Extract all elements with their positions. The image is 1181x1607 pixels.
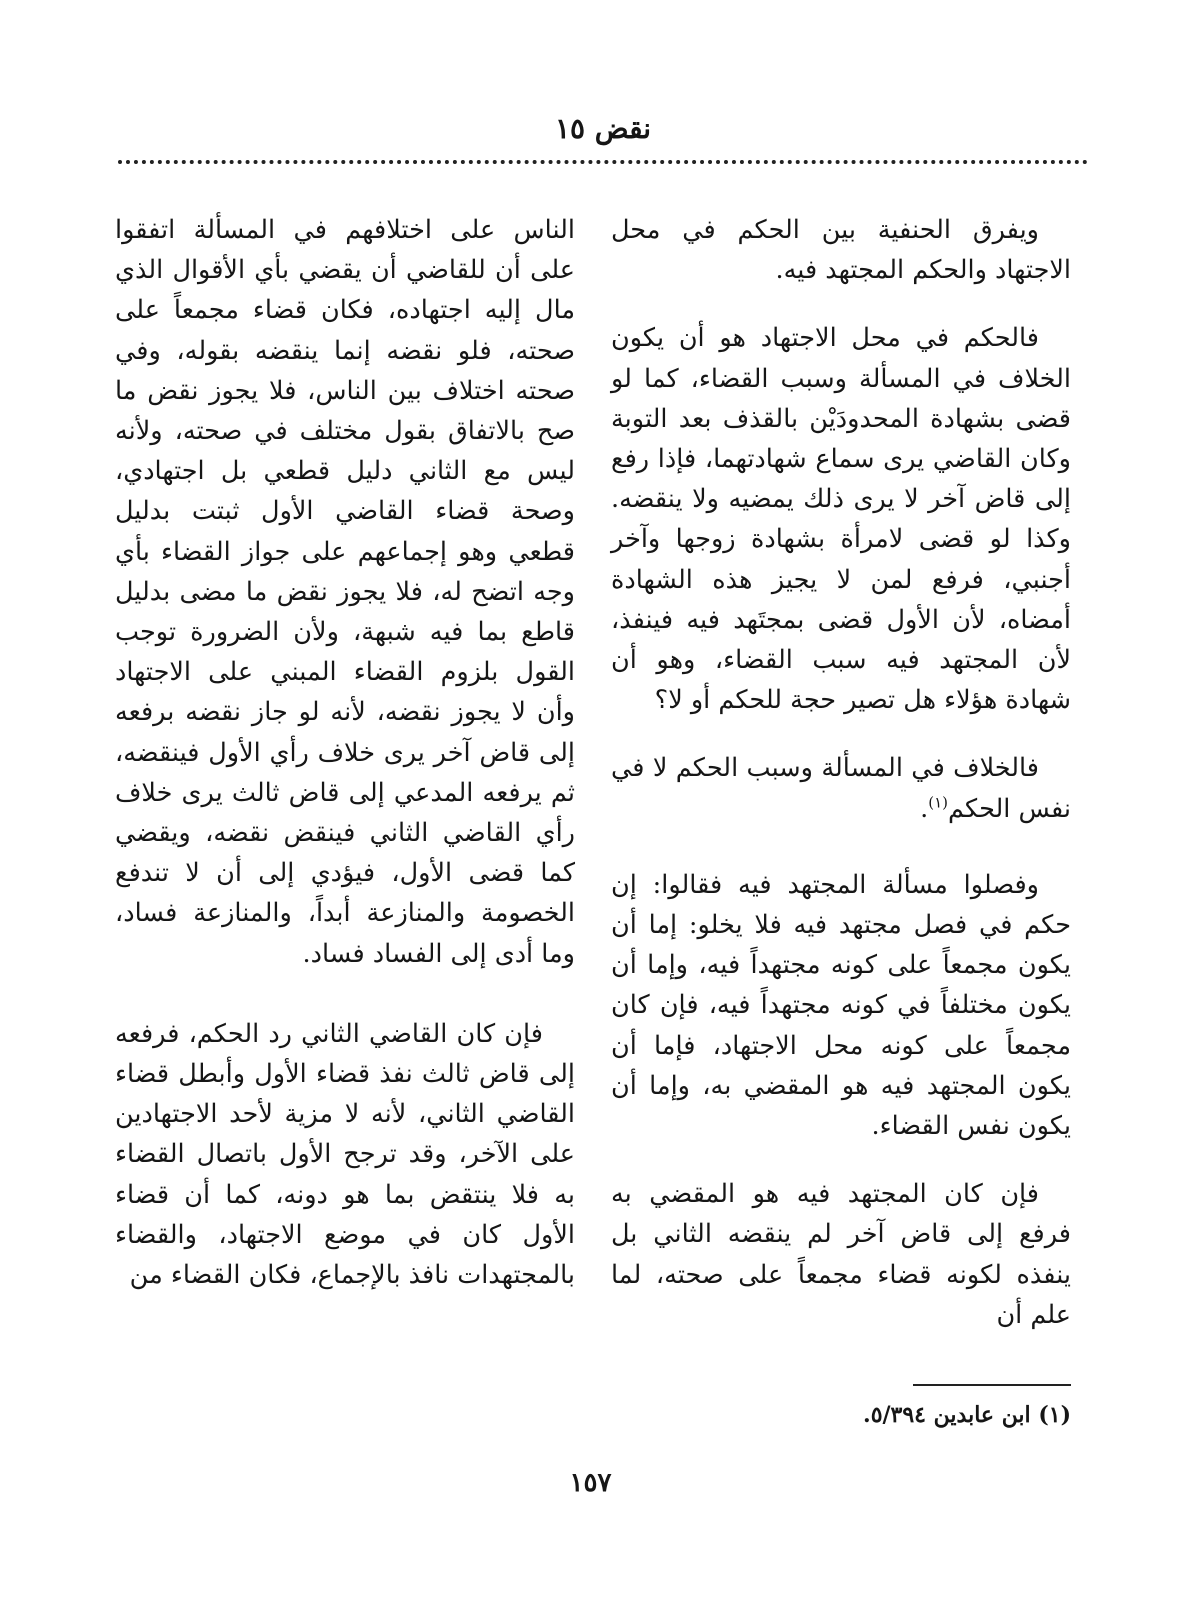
paragraph: فإن كان المجتهد فيه هو المقضي به فرفع إلى قاض آخر لم ينقضه الثاني بل ينفذه لكونه قضاء مجمعاً على صحته، لما علم أن	[611, 1179, 1071, 1330]
paragraph: فالخلاف في المسألة وسبب الحكم لا في نفس الحكم$^{(١)}$.	[611, 753, 1071, 824]
paragraph: فإن كان القاضي الثاني رد الحكم، فرفعه إلى قاض ثالث نفذ قضاء الأول وأبطل قضاء القاضي الثاني، لأنه لا مزية لأحد الاجتهادين على الآخر، وقد ترجح الأول باتصال القضاء به فلا ينتقض بما هو دونه، كما أن قضاء الأول كان في موضع الاجتهاد، والقضاء بالمجتهدات نافذ بالإجماع، فكان القضاء من	[115, 1018, 575, 1291]
footnote: (١) ابن عابدين ٥/٣٩٤.	[863, 1402, 1071, 1428]
footnote-rule	[913, 1384, 1071, 1386]
page-number: ١٥٧	[569, 1468, 612, 1498]
paragraph: الناس على اختلافهم في المسألة اتفقوا على أن للقاضي أن يقضي بأي الأقوال الذي مال إليه اجتهاده، فكان قضاء مجمعاً على صحته، فلو نقضه إنما ينقضه بقوله، وفي صحته اختلاف بين الناس، فلا يجوز نقض ما صح بالاتفاق بقول مختلف في صحته، ولأنه ليس مع الثاني دليل قطعي بل اجتهادي، وصحة قضاء القاضي الأول ثبتت بدليل قطعي وهو إجماعهم على جواز القضاء بأي وجه اتضح له، فلا يجوز نقض ما مضى بدليل قاطع بما فيه شبهة، ولأن الضرورة توجب القول بلزوم القضاء المبني على الاجتهاد وأن لا يجوز نقضه، لأنه لو جاز نقضه برفعه إلى قاض آخر يرى خلاف رأي الأول فينقضه، ثم يرفعه المدعي إلى قاض ثالث يرى خلاف رأي القاضي الثاني فينقض نقضه، ويقضي كما قضى الأول، فيؤدي إلى أن لا تندفع الخصومة والمنازعة أبداً، والمنازعة فساد، وما أدى إلى الفساد فساد.	[115, 215, 575, 969]
page-header: نقض ١٥	[554, 112, 652, 145]
paragraph: ويفرق الحنفية بين الحكم في محل الاجتهاد والحكم المجتهد فيه.	[611, 215, 1071, 286]
header-dotted-rule	[118, 160, 1088, 164]
paragraph-text: فالخلاف في المسألة وسبب الحكم لا في نفس الحكم	[611, 753, 1071, 824]
paragraph: وفصلوا مسألة المجتهد فيه فقالوا: إن حكم في فصل مجتهد فيه فلا يخلو: إما أن يكون مجمعاً على كونه مجتهداً فيه، وإما أن يكون مختلفاً في كونه مجتهداً فيه، فإن كان مجمعاً على كونه محل الاجتهاد، فإما أن يكون المجتهد فيه هو المقضي به، وإما أن يكون نفس القضاء.	[611, 869, 1071, 1142]
left-column	[115, 210, 575, 1295]
right-column	[611, 210, 1071, 1335]
paragraph: فالحكم في محل الاجتهاد هو أن يكون الخلاف في المسألة وسبب القضاء، كما لو قضى بشهادة المحدودَيْن بالقذف بعد التوبة وكان القاضي يرى سماع شهادتهما، فإذا رفع إلى قاض آخر لا يرى ذلك يمضيه ولا ينقضه. وكذا لو قضى لامرأة بشهادة زوجها وآخر أجنبي، فرفع لمن لا يجيز هذه الشهادة أمضاه، لأن الأول قضى بمجتَهد فيه فينفذ، لأن المجتهد فيه سبب القضاء، وهو أن شهادة هؤلاء هل تصير حجة للحكم أو لا؟	[611, 323, 1071, 716]
footnote-marker: (١)	[928, 793, 949, 812]
